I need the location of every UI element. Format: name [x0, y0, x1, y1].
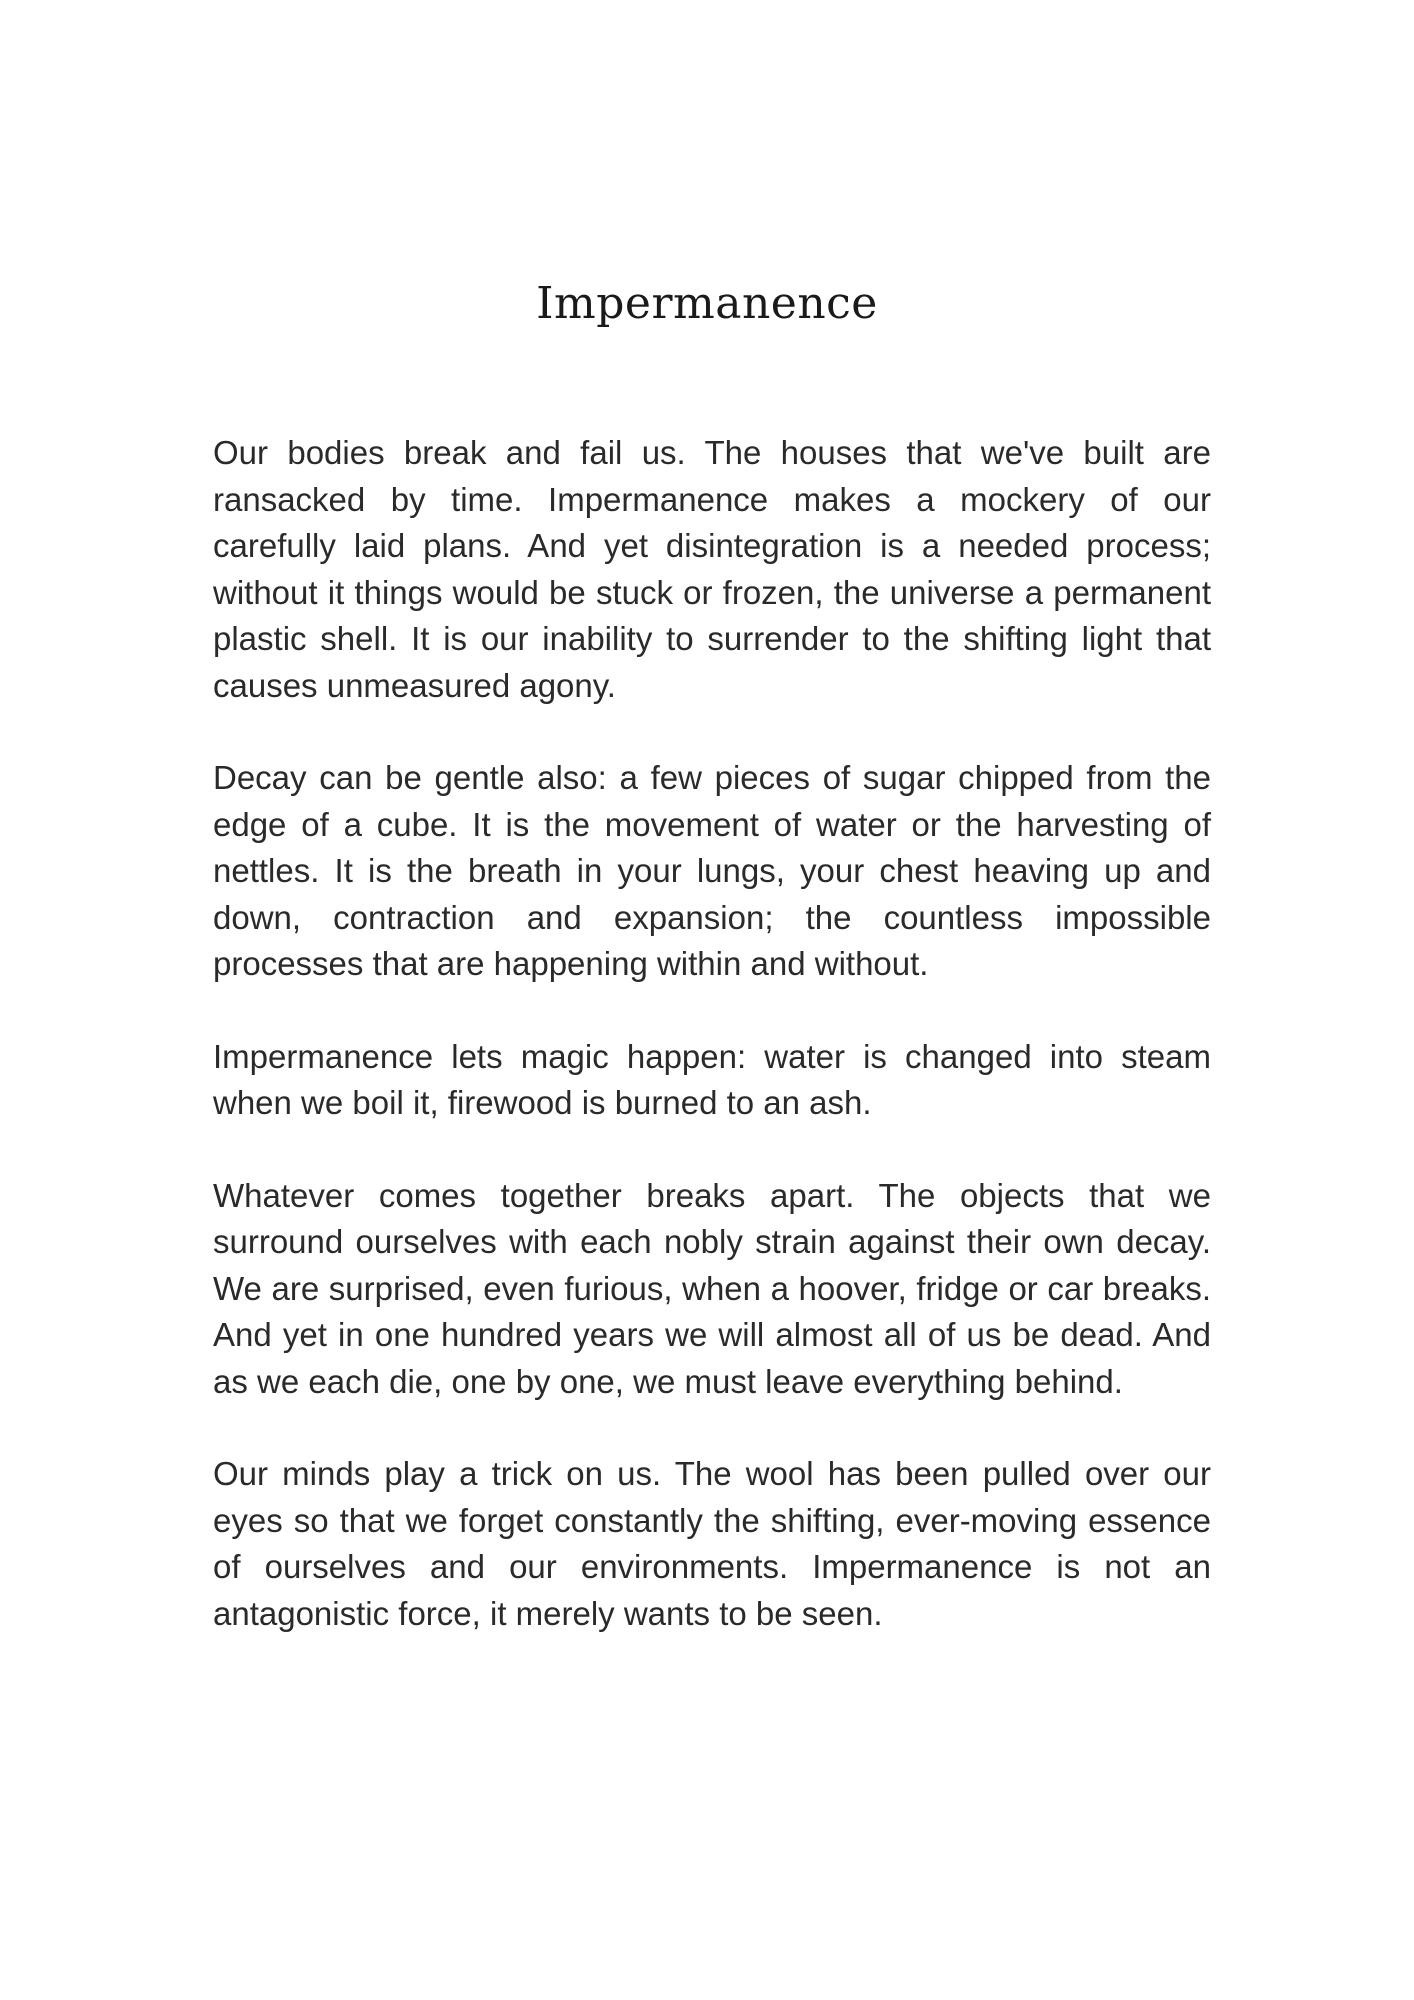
paragraph: Decay can be gentle also: a few pieces of sugar chipped from the edge of a cube. It is the movement of water or the harvesting of nettles. It is the breath in your lungs, your chest heaving up and down, contraction and expansion; the countless impossible processes that are happening within and without. [213, 759, 1211, 982]
document-body [213, 430, 1211, 1683]
paragraph: Impermanence lets magic happen: water is changed into steam when we boil it, firewood is burned to an ash. [213, 1037, 1211, 1121]
paragraph: Our minds play a trick on us. The wool has been pulled over our eyes so that we forget constantly the shifting, ever-moving essence of ourselves and our environments. Impermanence is not an antagonistic force, it merely wants to be seen. [213, 1455, 1211, 1632]
paragraph: Whatever comes together breaks apart. The objects that we surround ourselves with each nobly strain against their own decay. We are surprised, even furious, when a hoover, fridge or car breaks. And yet in one hundred years we will almost all of us be dead. And as we each die, one by one, we must leave everything behind. [213, 1176, 1211, 1400]
paragraph: Our bodies break and fail us. The houses that we've built are ransacked by time. Impermanence makes a mockery of our carefully laid plans. And yet disintegration is a needed process; without it things would be stuck or frozen, the universe a permanent plastic shell. It is our inability to surrender to the shifting light that causes unmeasured agony. [213, 434, 1211, 704]
document-title: Impermanence [536, 278, 878, 329]
